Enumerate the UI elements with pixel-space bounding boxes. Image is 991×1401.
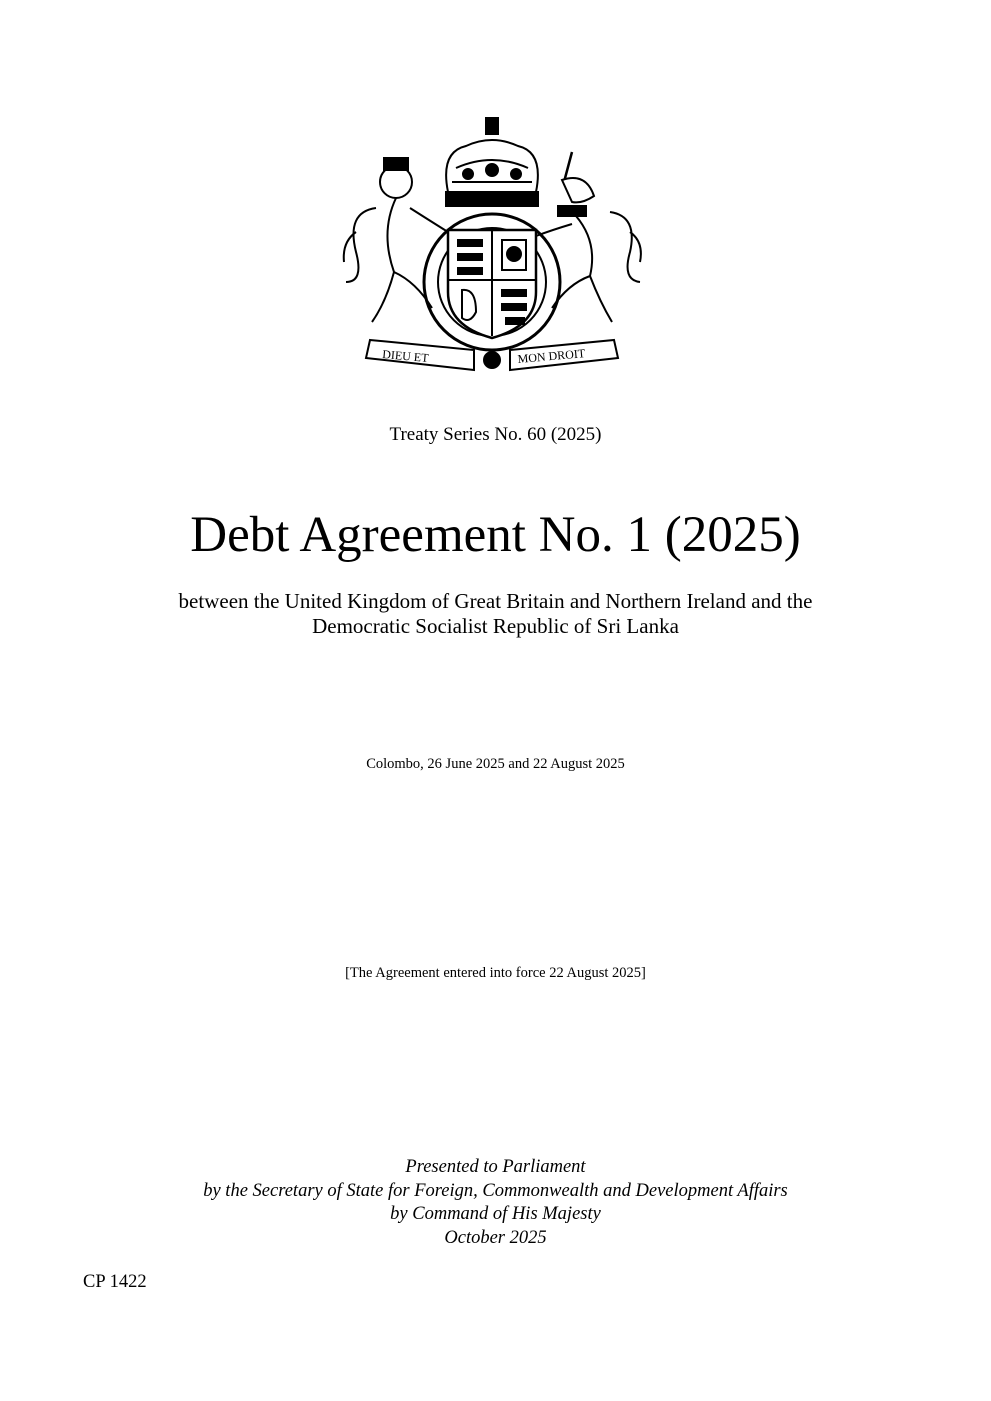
presentation-statement xyxy=(0,1156,991,1250)
presentation-line-3: by Command of His Majesty xyxy=(390,1204,601,1224)
parties-description xyxy=(0,589,991,639)
parties-line-2: Democratic Socialist Republic of Sri Lanka xyxy=(312,614,679,638)
presentation-date: October 2025 xyxy=(444,1227,547,1248)
command-paper-number: CP 1422 xyxy=(83,1272,147,1292)
svg-text:DIEU ET: DIEU ET xyxy=(381,347,430,366)
place-and-dates: Colombo, 26 June 2025 and 22 August 2025 xyxy=(366,756,625,772)
presentation-line-1: Presented to Parliament xyxy=(405,1157,586,1177)
treaty-series-number: Treaty Series No. 60 (2025) xyxy=(389,424,602,445)
royal-coat-of-arms-logo xyxy=(336,112,648,384)
presentation-line-2: by the Secretary of State for Foreign, Commonwealth and Development Affairs xyxy=(203,1180,788,1201)
parties-line-1: between the United Kingdom of Great Britain and Northern Ireland and the xyxy=(178,589,813,613)
svg-text:MON DROIT: MON DROIT xyxy=(517,346,586,366)
entry-into-force-note: [The Agreement entered into force 22 August 2025] xyxy=(345,965,646,981)
document-title: Debt Agreement No. 1 (2025) xyxy=(190,507,801,563)
